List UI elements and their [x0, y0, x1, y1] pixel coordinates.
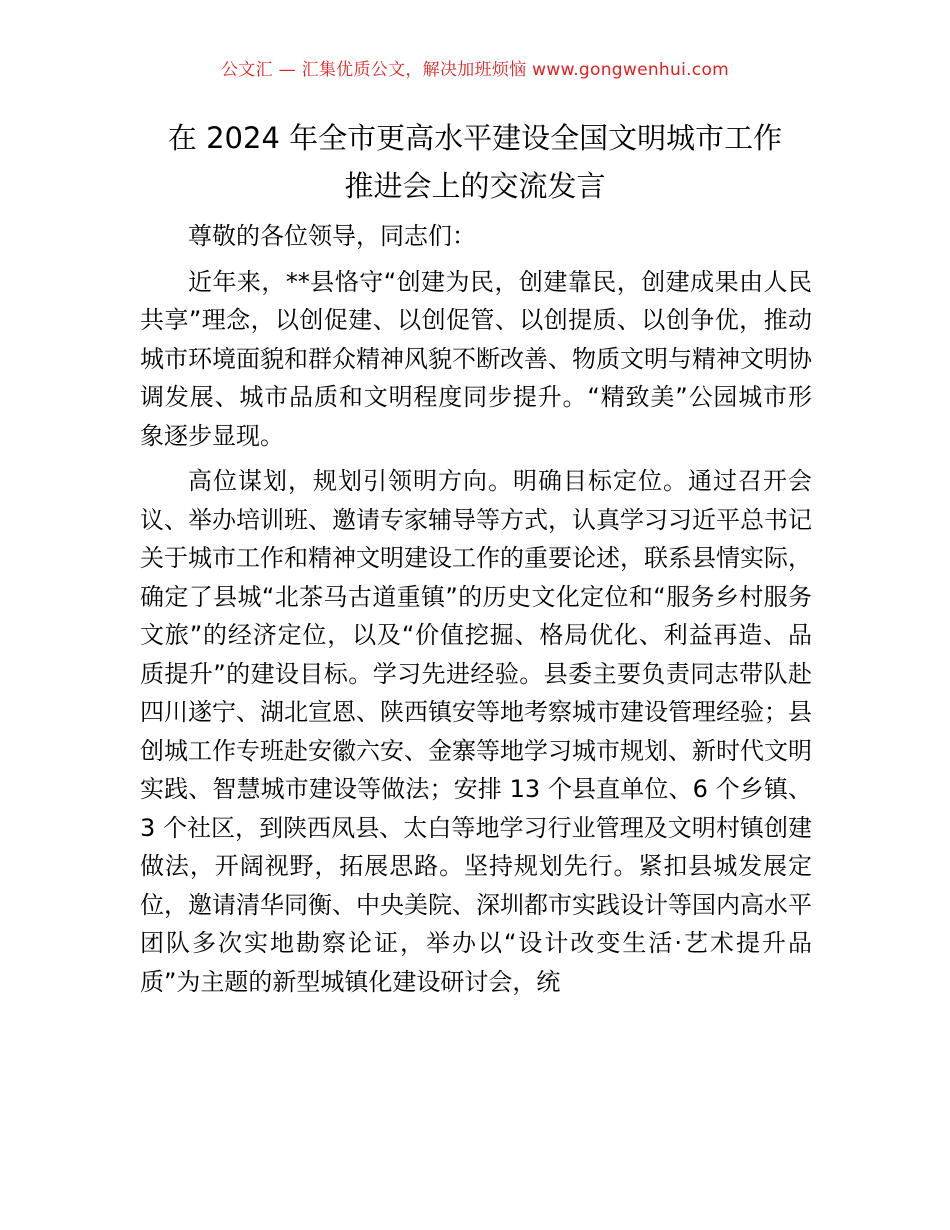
paragraph-intro: 近年来，**县恪守“创建为民，创建靠民，创建成果由人民共享”理念，以创促建、以创促管、以创提质、以创争优，推动城市环境面貌和群众精神风貌不断改善、物质文明与精神文明协调发展、城市品质和文明程度同步提升。“精致美”公园城市形象逐步显现。	[140, 267, 812, 450]
title-line-1: 在 2024 年全市更高水平建设全国文明城市工作	[167, 121, 783, 155]
document-title	[120, 114, 830, 210]
document-body	[140, 217, 812, 1008]
title-line-2: 推进会上的交流发言	[344, 169, 606, 203]
source-header-link[interactable]: 公文汇 — 汇集优质公文，解决加班烦恼 www.gongwenhui.com	[220, 60, 730, 80]
salutation: 尊敬的各位领导，同志们：	[188, 222, 476, 250]
paragraph-planning: 高位谋划，规划引领明方向。明确目标定位。通过召开会议、举办培训班、邀请专家辅导等方式，认真学习习近平总书记关于城市工作和精神文明建设工作的重要论述，联系县情实际，确定了县城“北茶马古道重镇”的历史文化定位和“服务乡村服务文旅”的经济定位，以及“价值挖掘、格局优化、利益再造、品质提升”的建设目标。学习先进经验。县委主要负责同志带队赴四川遂宁、湖北宣恩、陕西镇安等地考察城市建设管理经验；县创城工作专班赴安徽六安、金寨等地学习城市规划、新时代文明实践、智慧城市建设等做法；安排 13 个县直单位、6 个乡镇、3 个社区，到陕西凤县、太白等地学习行业管理及文明村镇创建做法，开阔视野，拓展思路。坚持规划先行。紧扣县城发展定位，邀请清华同衡、中央美院、深圳都市实践设计等国内高水平团队多次实地勘察论证，举办以“设计改变生活·艺术提升品质”为主题的新型城镇化建设研讨会，统	[140, 467, 812, 996]
